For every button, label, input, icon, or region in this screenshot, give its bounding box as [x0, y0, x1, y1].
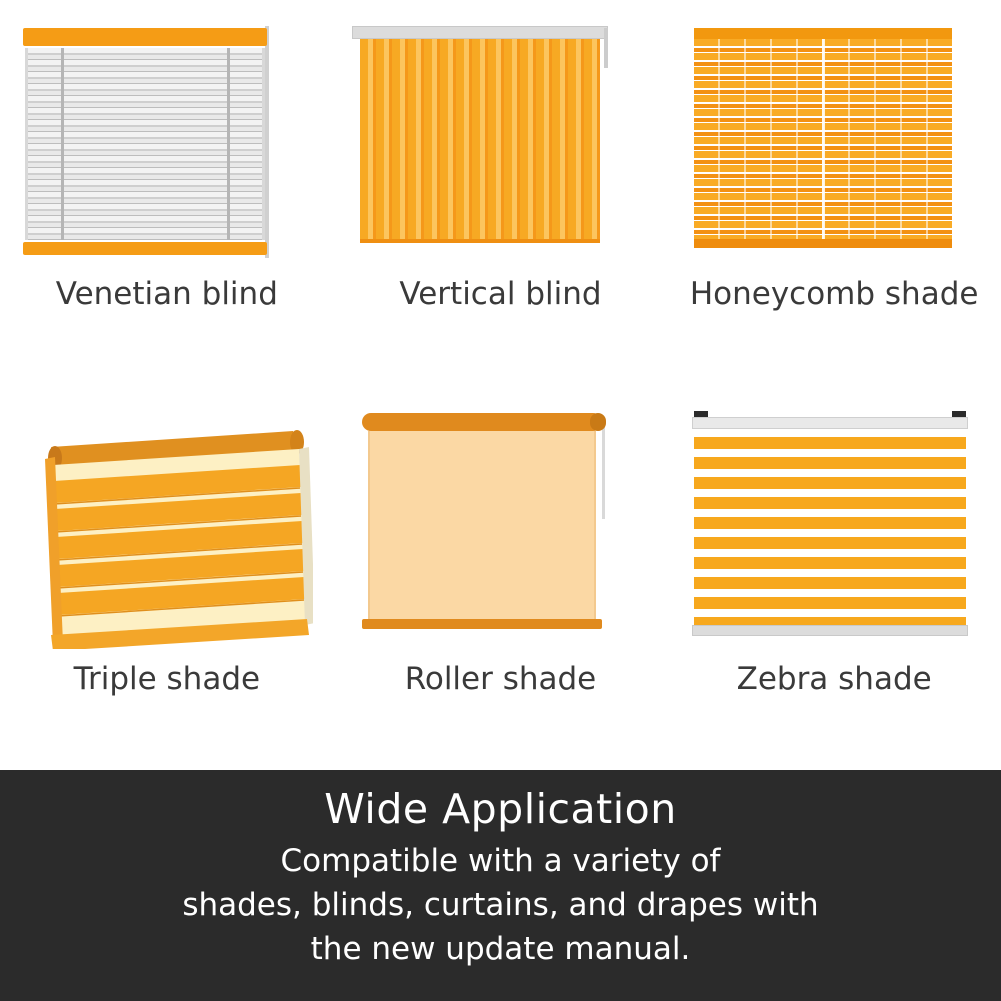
product-cell-zebra-shade — [667, 385, 1001, 770]
banner-subtitle-line-1: Compatible with a variety of — [280, 843, 721, 880]
product-label-roller-shade: Roller shade — [404, 661, 597, 697]
product-label-vertical-blind: Vertical blind — [399, 276, 602, 312]
zebra-stripes — [694, 429, 966, 625]
roller-bottom-rail — [362, 619, 602, 629]
honeycomb-headrail — [694, 28, 952, 39]
venetian-ladder-cord-right — [227, 48, 230, 240]
venetian-bottom-rail — [23, 242, 267, 255]
vertical-control-wand-icon — [604, 28, 608, 68]
product-cell-roller-shade — [334, 385, 668, 770]
banner-title: Wide Application — [324, 785, 677, 833]
product-label-honeycomb-shade: Honeycomb shade — [689, 276, 979, 312]
product-cell-vertical-blind — [334, 0, 668, 385]
product-cell-triple-shade — [0, 385, 334, 770]
vertical-headrail — [352, 26, 608, 39]
product-label-venetian-blind: Venetian blind — [55, 276, 278, 312]
zebra-bottom-rail — [692, 625, 968, 636]
product-cell-venetian-blind — [0, 0, 334, 385]
venetian-ladder-cord-left — [61, 48, 64, 240]
product-label-zebra-shade: Zebra shade — [736, 661, 932, 697]
roller-tube — [362, 413, 602, 431]
vertical-blind-illustration — [350, 18, 650, 268]
product-label-triple-shade: Triple shade — [73, 661, 261, 697]
vertical-vanes — [360, 39, 600, 241]
triple-shade-svg — [21, 409, 313, 649]
wide-application-banner — [0, 770, 1001, 1001]
honeycomb-center-cord — [822, 39, 825, 239]
triple-shade-illustration — [17, 403, 317, 653]
product-cell-honeycomb-shade — [667, 0, 1001, 385]
venetian-pull-cord-icon — [265, 26, 269, 258]
venetian-blind-illustration — [17, 18, 317, 268]
banner-subtitle-line-2: shades, blinds, curtains, and drapes with — [182, 887, 819, 924]
honeycomb-bottom-rail — [694, 239, 952, 248]
roller-fabric — [368, 431, 596, 621]
banner-subtitle-line-3: the new update manual. — [310, 931, 691, 968]
honeycomb-shade-illustration — [684, 18, 984, 268]
zebra-headrail — [692, 417, 968, 429]
roller-bead-chain-icon — [602, 419, 605, 519]
roller-shade-illustration — [350, 403, 650, 653]
zebra-shade-illustration — [684, 403, 984, 653]
vertical-bottom-edge — [360, 239, 600, 243]
venetian-headrail — [23, 28, 267, 46]
banner-subtitle — [0, 839, 1001, 971]
